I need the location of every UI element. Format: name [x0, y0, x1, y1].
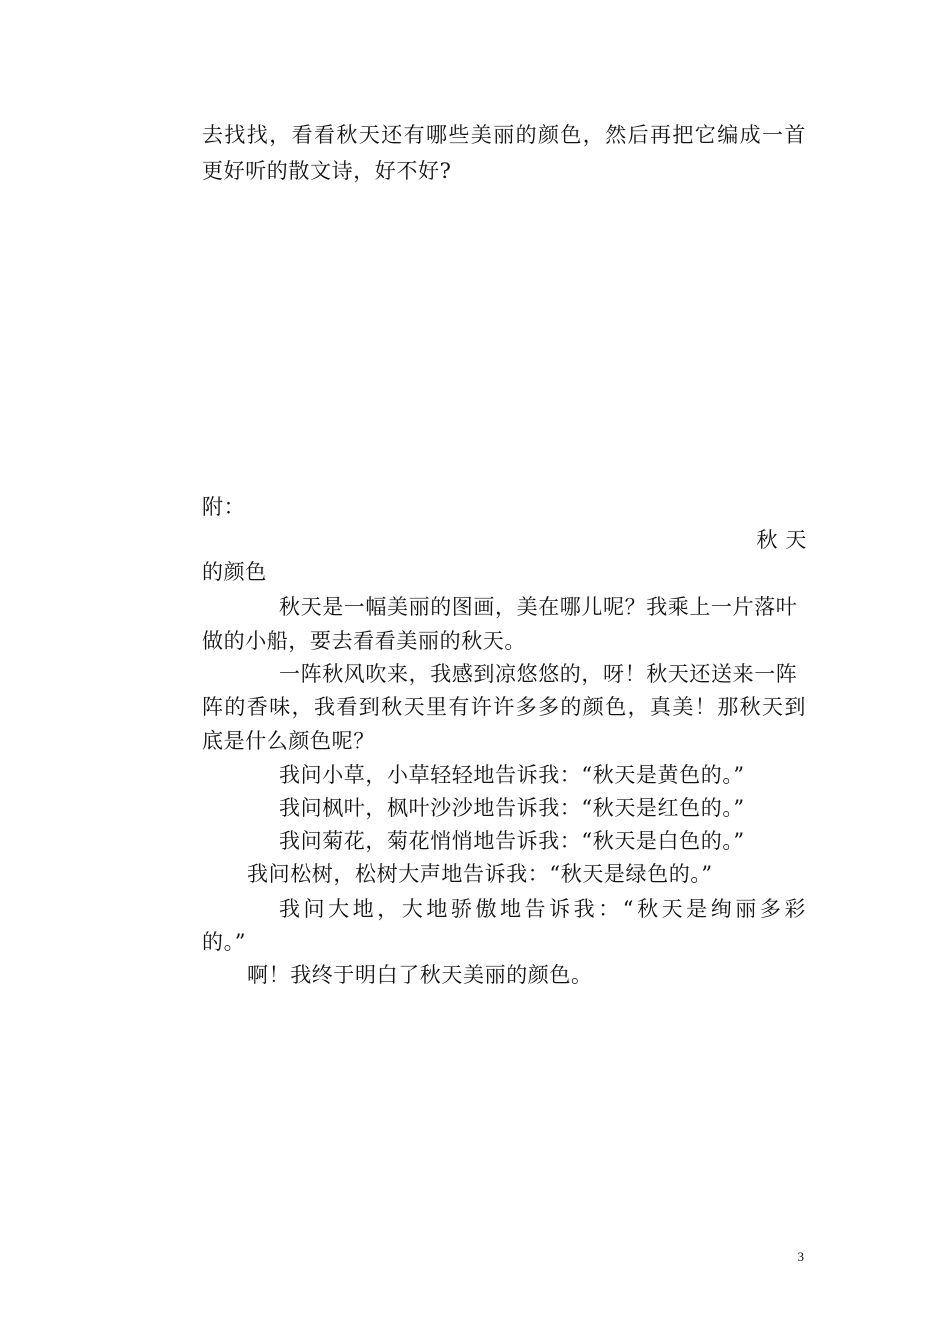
poem-paragraph-2-line-1: 一阵秋风吹来，我感到凉悠悠的，呀！秋天还送来一阵 — [279, 662, 798, 686]
poem-question-maple: 我问枫叶，枫叶沙沙地告诉我：“秋天是红色的。” — [279, 796, 745, 820]
appendix-label: 附： — [202, 495, 246, 519]
poem-question-pine: 我问松树，松树大声地告诉我：“秋天是绿色的。” — [247, 862, 713, 886]
poem-title-part-1: 秋 天 — [756, 528, 807, 552]
poem-ending: 啊！我终于明白了秋天美丽的颜色。 — [247, 963, 593, 987]
continuation-line-1: 去找找，看看秋天还有哪些美丽的颜色，然后再把它编成一首 — [202, 123, 806, 147]
poem-paragraph-2-line-2: 阵的香味，我看到秋天里有许许多多的颜色，真美！那秋天到 — [202, 695, 806, 719]
poem-question-earth-line-2: 的。” — [202, 930, 247, 954]
poem-question-earth-line-1: 我问大地，大地骄傲地告诉我：“秋天是绚丽多彩 — [279, 897, 806, 921]
continuation-line-2: 更好听的散文诗，好不好? — [202, 159, 452, 183]
poem-title-part-2: 的颜色 — [202, 560, 267, 584]
poem-paragraph-1-line-1: 秋天是一幅美丽的图画，美在哪儿呢？我乘上一片落叶 — [279, 595, 798, 619]
poem-question-grass: 我问小草，小草轻轻地告诉我：“秋天是黄色的。” — [279, 763, 745, 787]
poem-paragraph-1-line-2: 做的小船，要去看看美丽的秋天。 — [202, 629, 526, 653]
poem-paragraph-2-line-3: 底是什么颜色呢？ — [202, 729, 375, 753]
page-number: 3 — [797, 1249, 804, 1264]
poem-question-chrysanthemum: 我问菊花，菊花悄悄地告诉我：“秋天是白色的。” — [279, 829, 745, 853]
